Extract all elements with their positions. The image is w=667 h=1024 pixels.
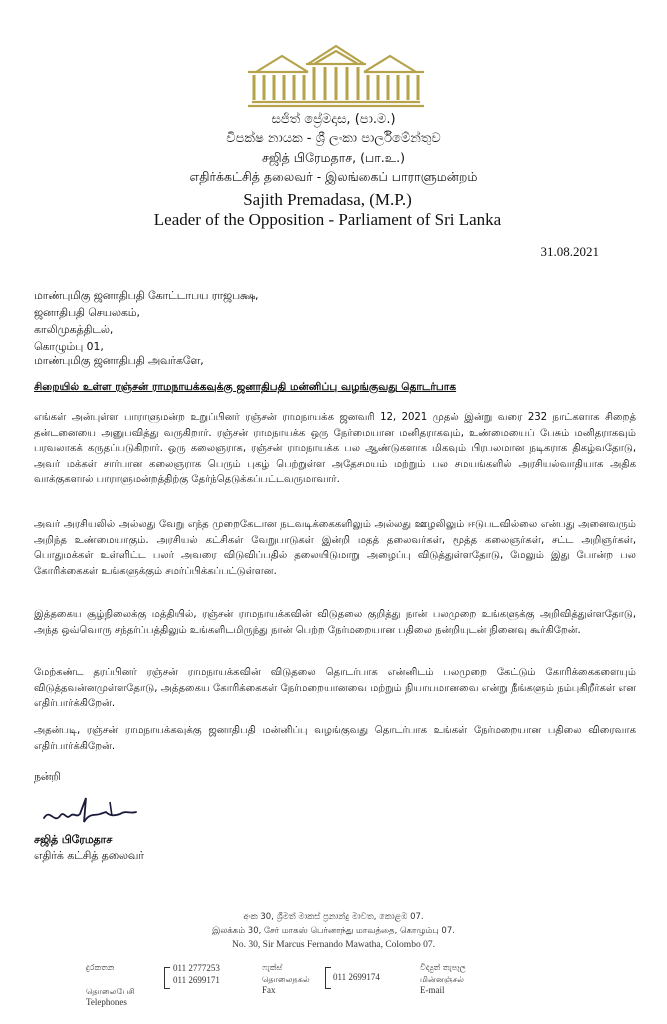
salutation: மாண்புமிகு ஜனாதிபதி அவர்களே,: [34, 354, 204, 367]
recipient-line: கொழும்பு 01,: [34, 340, 104, 353]
fax-label-tamil: தொலைநகல்: [262, 974, 310, 984]
signatory-name: சஜித் பிரேமதாச: [34, 833, 113, 846]
fax-label-english: Fax: [262, 985, 276, 995]
fax-bracket: [325, 967, 331, 989]
body-paragraph: இத்தகைய சூழ்நிலைக்கு மத்தியில், ரஞ்சன் ராமநாயக்கவின் விடுதலை குறித்து நான் பலமுறை உங்களுக்கு அறிவித்துள்ளதோடு, அந்த ஒவ்வொரு சந்தர்ப்பத்திலும் உங்களிடமிருந்து நான் பெற்ற நேர்மறையான பதிலை நன்றியுடன் நினைவு கூர்கிறேன்.: [34, 609, 636, 636]
telephone-label-english: Telephones: [86, 997, 127, 1007]
telephone-label-tamil: தொலைபேசி: [86, 986, 135, 996]
subject-line: சிறையில் உள்ள ரஞ்சன் ராமநாயக்கவுக்கு ஜனாதிபதி மன்னிப்பு வழங்குவது தொடர்பாக: [34, 381, 457, 393]
footer-address-sinhala: අංක 30, ශ්‍රීමත් මාකස් ප්‍රනාන්දු මාවත, කොළඹ 07.: [243, 912, 424, 922]
recipient-line: காலிமுகத்திடல்,: [34, 323, 114, 336]
recipient-line: மாண்புமிகு ஜனாதிபதி கோட்டாபய ராஜபக்ஷ,: [34, 289, 259, 302]
handwritten-signature: [40, 794, 152, 828]
signatory-title: எதிர்க் கட்சித் தலைவர்: [34, 849, 144, 862]
header-title-english: Leader of the Opposition - Parliament of Sri Lanka: [153, 210, 502, 229]
letter-date: 31.08.2021: [540, 244, 599, 259]
email-label-sinhala: විද්‍යුත් තැපෑල: [420, 962, 466, 972]
telephone-number: 011 2699171: [173, 975, 220, 985]
fax-label-sinhala: ෆැක්ස්: [262, 962, 283, 972]
header-title-sinhala: විපක්ෂ නායක - ශ්‍රී ලංකා පාර්ලිමේන්තුව: [226, 131, 441, 146]
header-name-english: Sajith Premadasa, (M.P.): [243, 190, 412, 209]
parliament-logo: [248, 42, 424, 110]
recipient-line: ஜனாதிபதி செயலகம்,: [34, 306, 140, 319]
fax-number: 011 2699174: [333, 972, 380, 982]
header-name-tamil: சஜித் பிரேமதாச, (பா.உ.): [262, 150, 405, 165]
header-title-tamil: எதிர்க்கட்சித் தலைவர் - இலங்கைப் பாராளுமன்றம்: [189, 169, 478, 184]
header-name-sinhala: සජිත් ප්‍රේමදාස, (පා.ම.): [271, 112, 396, 127]
recipient-address: [34, 287, 258, 355]
closing: நன்றி: [34, 770, 61, 783]
email-label-tamil: மின்னஞ்சல்: [420, 974, 465, 984]
footer-address-english: No. 30, Sir Marcus Fernando Mawatha, Colombo 07.: [232, 940, 435, 950]
body-paragraph: மேற்கண்ட தரப்பினர் ரஞ்சன் ராமநாயக்கவின் விடுதலை தொடர்பாக என்னிடம் பலமுறை கேட்டும் கோரிக்கைகளையும் விடுத்தவன்னமுள்ளதோடு, அத்தகைய கோரிக்கைகள் நேர்மறையானவை மற்றும் நியாயமானவை என்று நீங்களும் நம்புகிறீர்கள் என எதிர்பார்க்கிறேன்.: [34, 667, 636, 709]
footer-address-tamil: இலக்கம் 30, சேர் மாகஸ் பெர்னாந்து மாவத்தை, கொழும்பு 07.: [212, 926, 455, 936]
body-paragraph: அவர் அரசியலில் அல்லது வேறு எந்த முறைகேடான நடவடிக்கைகளிலும் அல்லது ஊழலிலும் ஈடுபடவில்லை என்பது அனைவரும் அறிந்த உண்மையாகும். அரசியல் கட்சிகள் வேறுபாடுகள் இன்றி மதத் தலைவர்கள், மூத்த கலைஞர்கள், சட்ட அறிஞர்கள், பொதுமக்கள் உள்ளிட்ட பலர் அவரை விடுவிப்பதில் தலையிடுமாறு அழைப்பு விடுத்துள்ளதோடு, மேலும் இது போன்ற பல கோரிக்கைகள் உங்களுக்கும் சமர்ப்பிக்கப்பட்டுள்ளன.: [34, 519, 636, 577]
telephone-bracket: [164, 967, 170, 989]
telephone-label-sinhala: දුරකතන: [86, 962, 115, 972]
body-paragraph: அதன்படி, ரஞ்சன் ராமநாயக்கவுக்கு ஜனாதிபதி மன்னிப்பு வழங்குவது தொடர்பாக உங்கள் நேர்மறையான பதிலை விரைவாக எதிர்பார்க்கிறேன்.: [34, 725, 636, 752]
email-label-english: E-mail: [420, 985, 445, 995]
body-paragraph: எங்கள் அன்புள்ள பாராளுமன்ற உறுப்பினர் ரஞ்சன் ராமநாயக்க ஜனவரி 12, 2021 முதல் இன்று வரை 232 நாட்களாக சிறைத் தன்டனையை அனுபவித்து வருகிறார். ரஞ்சன் ராமநாயக்க ஒரு நேர்மையான மனிதராகவும், உண்மையைப் பேசும் மனிதராகவும் பரவலாகக் கருதப்படுகிறார். ஒரு கலைஞராக, ரஞ்சன் ராமநாயக்க பல ஆண்டுகளாக மிகவும் பிரபலமான நடிகராக திகழ்வதோடு, அவர் மக்கள் சார்பான கலைஞராக பெரும் புகழ் பெற்றுள்ள அதேசமயம் மற்றும் பல சமயங்களில் அரசியல்வாதியாக அதிக வாக்குகளால் பாராளுமன்றத்திற்கு தேர்ந்தெடுக்கப்பட்டவருமாவார்.: [34, 412, 636, 485]
telephone-number: 011 2777253: [173, 963, 220, 973]
